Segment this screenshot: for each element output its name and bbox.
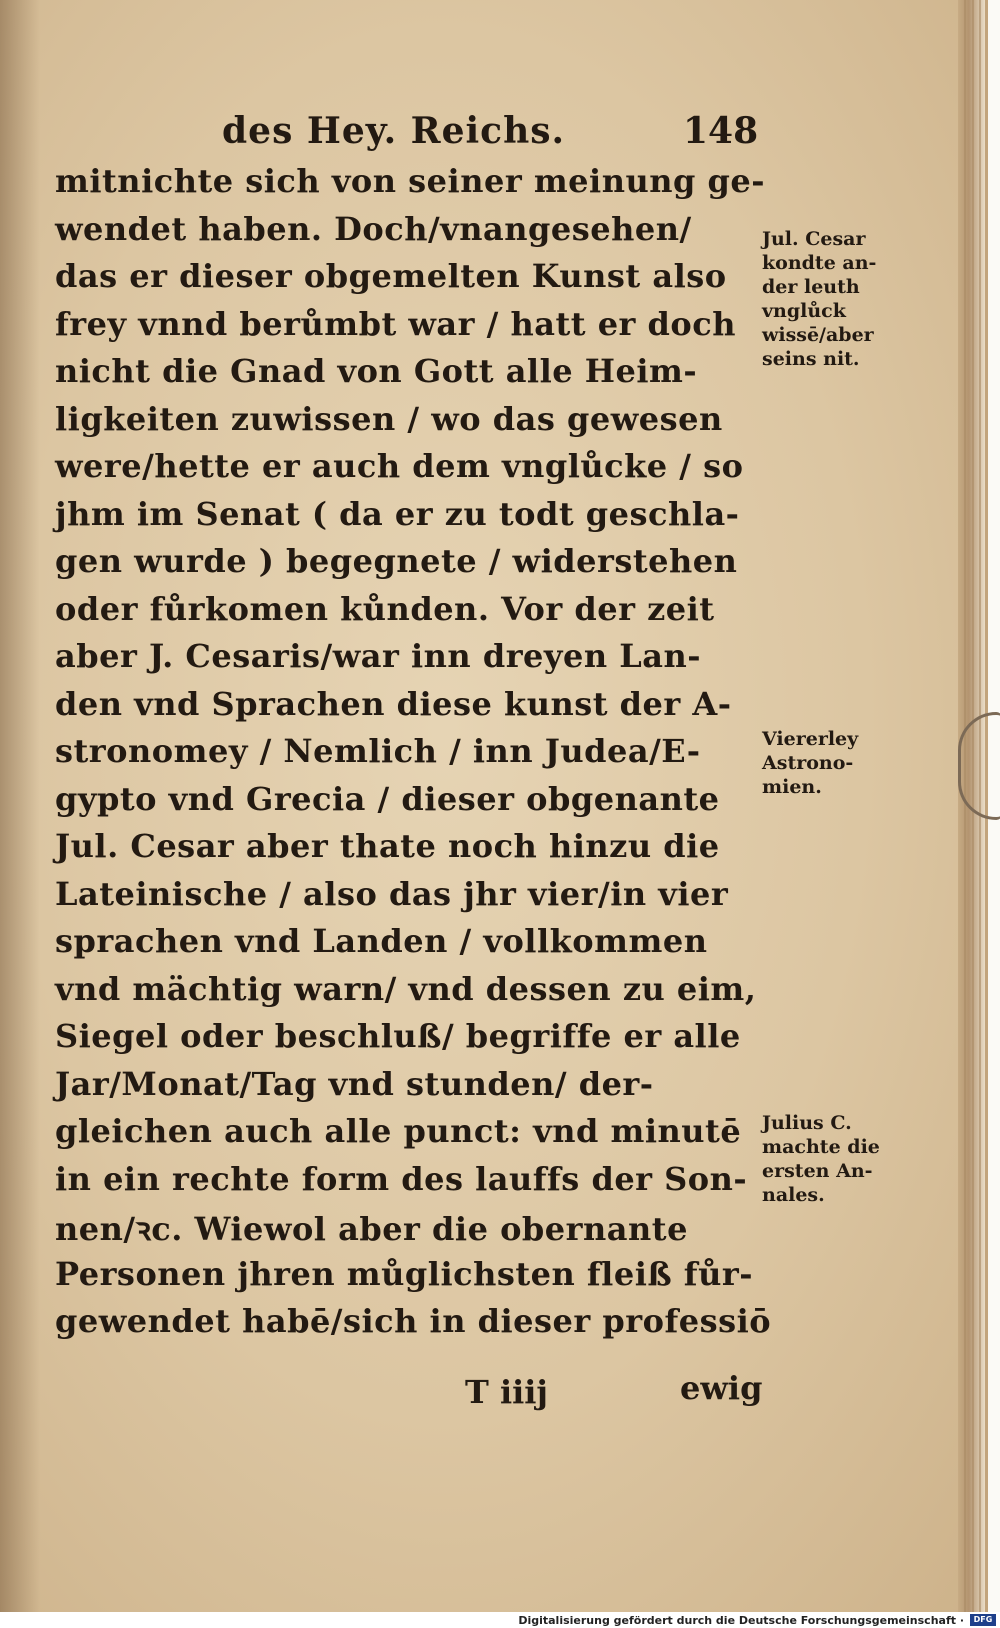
- body-line: oder fůrkomen kůnden. Vor der zeit: [55, 589, 715, 628]
- gutter-shadow: [0, 0, 40, 1612]
- signature-mark: T iiij: [465, 1373, 548, 1411]
- body-line: sprachen vnd Landen / vollkommen: [55, 922, 708, 960]
- dfg-logo: DFG: [970, 1614, 996, 1626]
- margin-note-line: nales.: [762, 1184, 825, 1206]
- body-line: Personen jhren můglichsten fleiß fůr-: [55, 1254, 753, 1293]
- bookmark-ribbon-loop: [958, 712, 1000, 820]
- body-line: Lateinische / also das jhr vier/in vier: [55, 874, 729, 913]
- margin-note-line: machte die: [762, 1136, 880, 1158]
- body-line: den vnd Sprachen diese kunst der A-: [55, 684, 732, 723]
- body-line: frey vnnd berůmbt war / hatt er doch: [55, 304, 737, 343]
- margin-note-line: kondte an-: [762, 252, 877, 274]
- body-line: gypto vnd Grecia / dieser obgenante: [55, 779, 720, 818]
- body-line: das er dieser obgemelten Kunst also: [55, 257, 727, 295]
- margin-note-line: seins nit.: [762, 348, 860, 370]
- folio-number: 148: [683, 110, 759, 152]
- margin-note-line: ersten An-: [762, 1160, 873, 1182]
- body-line: wendet haben. Doch/vnangesehen/: [55, 209, 692, 248]
- margin-note-line: Astrono-: [762, 752, 854, 774]
- margin-note-line: wissē/aber: [762, 324, 874, 346]
- body-line: gen wurde ) begegnete / widerstehen: [55, 542, 738, 580]
- body-line: in ein rechte form des lauffs der Son-: [55, 1159, 748, 1198]
- body-line: nen/ꝛc. Wiewol aber die obernante: [55, 1210, 688, 1248]
- body-line: stronomey / Nemlich / inn Judea/E-: [55, 732, 701, 770]
- running-head: des Hey. Reichs.: [222, 110, 566, 152]
- margin-note-line: Jul. Cesar: [762, 228, 866, 250]
- body-line: jhm im Senat ( da er zu todt geschla-: [55, 494, 740, 533]
- catchword: ewig: [680, 1369, 763, 1407]
- body-line: aber J. Cesaris/war inn dreyen Lan-: [55, 637, 702, 675]
- body-line: vnd mächtig warn/ vnd dessen zu eim,: [55, 969, 757, 1008]
- body-line: gleichen auch alle punct: vnd minutē: [55, 1112, 742, 1150]
- margin-note-line: Julius C.: [762, 1112, 852, 1134]
- body-line: mitnichte sich von seiner meinung ge-: [55, 162, 766, 200]
- margin-note-line: der leuth: [762, 276, 860, 298]
- margin-note-line: Viererley: [762, 728, 859, 750]
- margin-note-line: vnglůck: [762, 300, 846, 322]
- body-line: were/hette er auch dem vnglůcke / so: [55, 447, 744, 485]
- margin-note-line: mien.: [762, 776, 822, 798]
- body-line: nicht die Gnad von Gott alle Heim-: [55, 352, 698, 390]
- body-line: Jul. Cesar aber thate noch hinzu die: [55, 827, 720, 865]
- body-line: Siegel oder beschluß/ begriffe er alle: [55, 1017, 741, 1055]
- body-line: gewendet habē/sich in dieser professiō: [55, 1302, 772, 1340]
- body-line: Jar/Monat/Tag vnd stunden/ der-: [55, 1064, 654, 1103]
- body-line: ligkeiten zuwissen / wo das gewesen: [55, 399, 723, 438]
- funding-credit: Digitalisierung gefördert durch die Deutsche Forschungsgemeinschaft ·: [518, 1614, 964, 1627]
